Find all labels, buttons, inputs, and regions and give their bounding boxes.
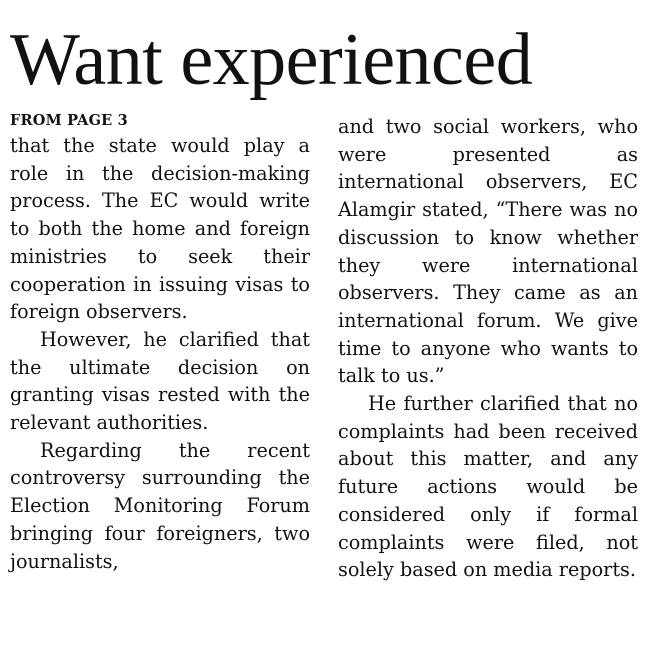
body-paragraph: Regarding the recent controversy surrounding the Election Monitoring Forum bringing four foreigners, two journalists, — [10, 438, 310, 573]
right-column — [338, 113, 638, 584]
headline: Want experienced — [10, 19, 533, 101]
body-paragraph: that the state would play a role in the decision-making process. The EC would write to both the home and foreign ministries to seek their cooperation in issuing visas to foreign observers. — [10, 134, 310, 324]
body-paragraph: However, he clarified that the ultimate decision on granting visas rested with the relevant authorities. — [10, 327, 310, 435]
continued-from-label: FROM PAGE 3 — [10, 112, 128, 129]
left-column — [10, 112, 310, 575]
body-paragraph: He further clarified that no complaints had been received about this matter, and any future actions would be considered only if formal complaints were filed, not solely based on media reports. — [338, 392, 638, 582]
body-paragraph: and two social workers, who were presented as international observers, EC Alamgir stated, “There was no discussion to know whether they were international observers. They came as an international forum. We give time to anyone who wants to talk to us.” — [338, 115, 638, 388]
